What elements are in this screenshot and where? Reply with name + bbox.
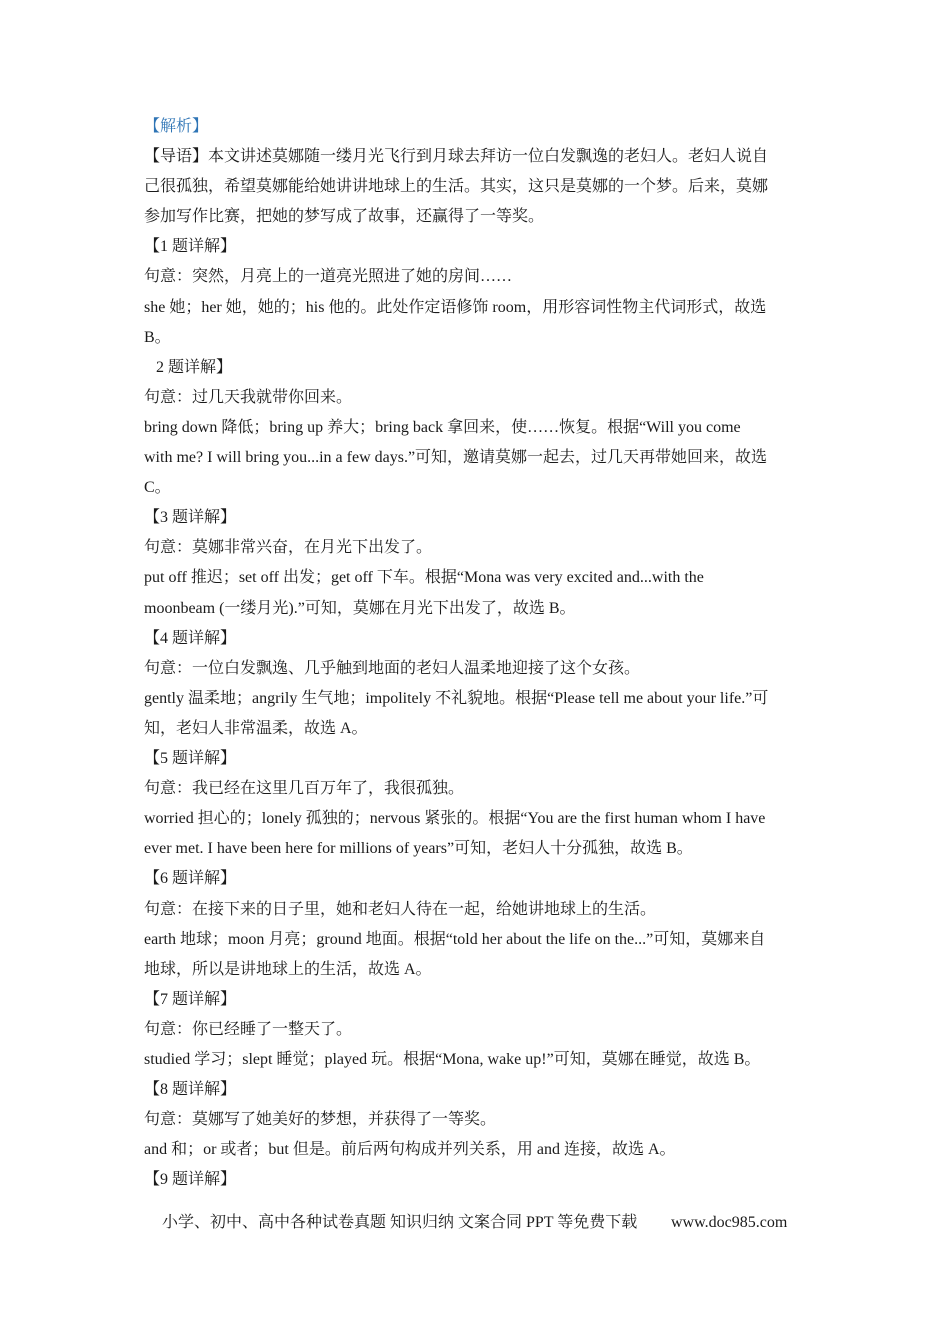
explanation-line: C。 bbox=[144, 479, 171, 496]
explanation-line: 句意：过几天我就带你回来。 bbox=[144, 389, 353, 406]
question-heading-5: 【5 题详解】 bbox=[144, 750, 237, 767]
explanation-line: moonbeam (一缕月光).”可知，莫娜在月光下出发了，故选 B。 bbox=[144, 600, 576, 617]
question-heading-6: 【6 题详解】 bbox=[144, 870, 237, 887]
explanation-line: 句意：莫娜写了她美好的梦想，并获得了一等奖。 bbox=[144, 1111, 497, 1128]
explanation-line: with me? I will bring you...in a few days.”可知，邀请莫娜一起去，过几天再带她回来，故选 bbox=[144, 449, 768, 466]
explanation-line: B。 bbox=[144, 329, 171, 346]
analysis-label: 【解析】 bbox=[144, 118, 209, 135]
explanation-line: and 和；or 或者；but 但是。前后两句构成并列关系，用 and 连接，故选 A。 bbox=[144, 1141, 676, 1158]
explanation-line: 句意：莫娜非常兴奋，在月光下出发了。 bbox=[144, 539, 433, 556]
question-heading-3: 【3 题详解】 bbox=[144, 509, 237, 526]
explanation-line: studied 学习；slept 睡觉；played 玩。根据“Mona, wake up!”可知，莫娜在睡觉，故选 B。 bbox=[144, 1051, 761, 1068]
footer-text: 小学、初中、高中各种试卷真题 知识归纳 文案合同 PPT 等免费下载 bbox=[162, 1214, 638, 1231]
explanation-line: gently 温柔地；angrily 生气地；impolitely 不礼貌地。根据“Please tell me about your life.”可 bbox=[144, 690, 769, 707]
footer-url: www.doc985.com bbox=[671, 1214, 788, 1231]
question-heading-8: 【8 题详解】 bbox=[144, 1081, 237, 1098]
question-heading-7: 【7 题详解】 bbox=[144, 991, 237, 1008]
explanation-line: earth 地球；moon 月亮；ground 地面。根据“told her about the life on the...”可知，莫娜来自 bbox=[144, 931, 766, 948]
explanation-line: put off 推迟；set off 出发；get off 下车。根据“Mona was very excited and...with the bbox=[144, 569, 704, 586]
explanation-line: 句意：一位白发飘逸、几乎触到地面的老妇人温柔地迎接了这个女孩。 bbox=[144, 660, 641, 677]
explanation-line: 句意：你已经睡了一整天了。 bbox=[144, 1021, 353, 1038]
explanation-line: ever met. I have been here for millions of years”可知，老妇人十分孤独，故选 B。 bbox=[144, 840, 693, 857]
explanation-line: 知，老妇人非常温柔，故选 A。 bbox=[144, 720, 368, 737]
question-heading-2: 2 题详解】 bbox=[156, 359, 233, 376]
explanation-line: she 她；her 她，她的；his 他的。此处作定语修饰 room，用形容词性物主代词形式，故选 bbox=[144, 299, 767, 316]
explanation-line: 句意：突然，月亮上的一道亮光照进了她的房间…… bbox=[144, 268, 513, 285]
explanation-line: 句意：我已经在这里几百万年了，我很孤独。 bbox=[144, 780, 465, 797]
question-heading-4: 【4 题详解】 bbox=[144, 630, 237, 647]
explanation-line: worried 担心的；lonely 孤独的；nervous 紧张的。根据“You are the first human whom I have bbox=[144, 810, 766, 827]
intro-line: 参加写作比赛，把她的梦写成了故事，还赢得了一等奖。 bbox=[144, 208, 545, 225]
explanation-line: 地球，所以是讲地球上的生活，故选 A。 bbox=[144, 961, 432, 978]
question-heading-9: 【9 题详解】 bbox=[144, 1171, 237, 1188]
question-heading-1: 【1 题详解】 bbox=[144, 238, 237, 255]
intro-line: 己很孤独，希望莫娜能给她讲讲地球上的生活。其实，这只是莫娜的一个梦。后来，莫娜 bbox=[144, 178, 769, 195]
intro-line: 【导语】本文讲述莫娜随一缕月光飞行到月球去拜访一位白发飘逸的老妇人。老妇人说自 bbox=[144, 148, 769, 165]
explanation-line: bring down 降低；bring up 养大；bring back 拿回来，使……恢复。根据“Will you come bbox=[144, 419, 741, 436]
explanation-line: 句意：在接下来的日子里，她和老妇人待在一起，给她讲地球上的生活。 bbox=[144, 901, 657, 918]
